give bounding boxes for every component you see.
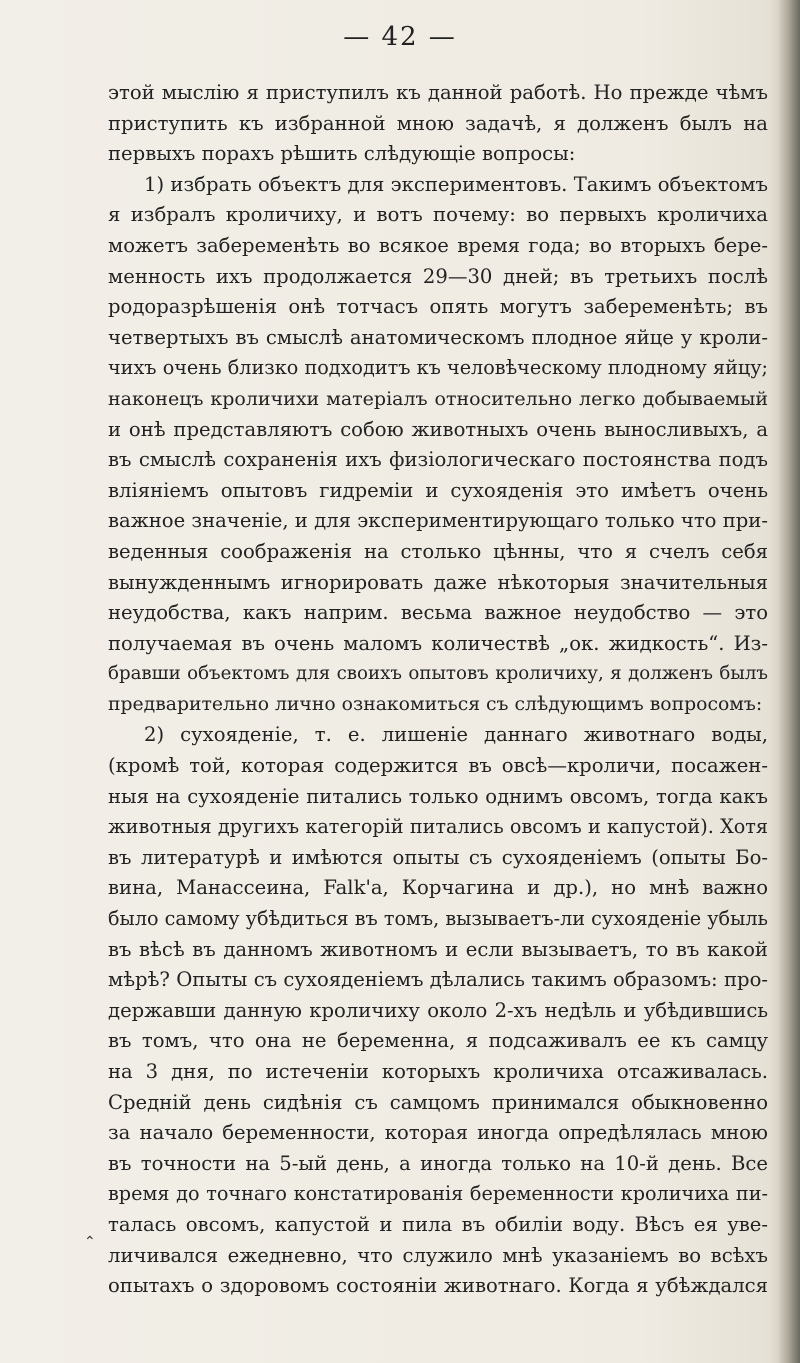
text-line: можетъ забеременѣть во всякое время года; во вторыхъ бере-	[108, 233, 768, 257]
text-line: въ точности на 5-ый день, а иногда только на 10-й день. Все	[108, 1151, 768, 1175]
text-line: вліяніемъ опытовъ гидреміи и сухояденія это имѣетъ очень	[108, 478, 768, 502]
text-line: наконецъ кроличихи матеріалъ относительно легко добываемый	[108, 387, 768, 410]
text-line: (кромѣ той, которая содержится въ овсѣ—кроличи, посажен-	[108, 754, 768, 778]
text-line: бравши объектомъ для своихъ опытовъ кроличиху, я долженъ былъ	[108, 663, 768, 685]
text-line: приступить къ избранной мною задачѣ, я долженъ былъ на	[108, 111, 768, 135]
text-line: ныя на сухояденіе питались только однимъ овсомъ, тогда какъ	[108, 784, 768, 808]
text-line: я избралъ кроличиху, и вотъ почему: во первыхъ кроличиха	[108, 203, 768, 227]
body-text	[108, 78, 768, 1302]
margin-mark: ⌃	[84, 1234, 96, 1250]
text-line: вина, Манассеина, Falk'а, Корчагина и др.), но мнѣ важно	[108, 876, 768, 900]
text-line: и онѣ представляютъ собою животныхъ очень выносливыхъ, а	[108, 417, 768, 441]
text-line: державши данную кроличиху около 2-хъ недѣль и убѣдившись	[108, 998, 768, 1022]
text-line: 2) сухояденіе, т. е. лишеніе даннаго животнаго воды,	[144, 723, 768, 747]
text-line: вынужденнымъ игнорировать даже нѣкоторыя значительныя	[108, 570, 768, 594]
text-line: родоразрѣшенія онѣ тотчасъ опять могутъ забеременѣть; въ	[108, 295, 768, 319]
text-line: чихъ очень близко подходитъ къ человѣческому плодному яйцу;	[108, 356, 768, 380]
text-line: на 3 дня, по истеченіи которыхъ кроличиха отсаживалась.	[108, 1060, 768, 1083]
text-line: Средній день сидѣнія съ самцомъ принимался обыкновенно	[108, 1090, 768, 1114]
text-line: талась овсомъ, капустой и пила въ обиліи воду. Вѣсъ ея уве-	[108, 1212, 768, 1236]
text-line: первыхъ порахъ рѣшить слѣдующіе вопросы:	[108, 142, 576, 166]
text-line: неудобства, какъ наприм. весьма важное неудобство — это	[108, 601, 768, 625]
text-line: за начало беременности, которая иногда опредѣлялась мною	[108, 1121, 768, 1145]
text-line: этой мыслію я приступилъ къ данной работѣ. Но прежде чѣмъ	[108, 81, 768, 104]
text-line: въ вѣсѣ въ данномъ животномъ и если вызываетъ, то въ какой	[108, 937, 768, 961]
text-line: мѣрѣ? Опыты съ сухояденіемъ дѣлались такимъ образомъ: про-	[108, 968, 768, 992]
text-line: получаемая въ очень маломъ количествѣ „ок. жидкость“. Из-	[108, 631, 768, 655]
text-line: личивался ежедневно, что служило мнѣ указаніемъ во всѣхъ	[108, 1243, 768, 1267]
page-edge-shadow	[778, 0, 800, 1363]
text-line: менность ихъ продолжается 29—30 дней; въ третьихъ послѣ	[108, 264, 768, 288]
text-line: четвертыхъ въ смыслѣ анатомическомъ плодное яйце у кроли-	[108, 325, 768, 349]
text-line: въ томъ, что она не беременна, я подсаживалъ ее къ самцу	[108, 1029, 768, 1053]
text-line: опытахъ о здоровомъ состояніи животнаго. Когда я убѣждался	[108, 1274, 768, 1298]
text-line: въ литературѣ и имѣются опыты съ сухояденіемъ (опыты Бо-	[108, 845, 768, 869]
text-line: въ смыслѣ сохраненія ихъ физіологическаго постоянства подъ	[108, 448, 768, 472]
text-line: предварительно лично ознакомиться съ слѣдующимъ вопросомъ:	[108, 693, 763, 715]
text-line: 1) избрать объектъ для экспериментовъ. Такимъ объектомъ	[144, 172, 768, 196]
text-line: было самому убѣдиться въ томъ, вызываетъ-ли сухояденіе убыль	[108, 907, 768, 931]
text-line: время до точнаго констатированія беременности кроличиха пи-	[108, 1182, 768, 1206]
text-line: животныя другихъ категорій питались овсомъ и капустой). Хотя	[108, 815, 768, 839]
page-number: — 42 —	[343, 22, 457, 52]
text-line: важное значеніе, и для экспериментирующаго только что при-	[108, 509, 768, 533]
text-line: веденныя соображенія на столько цѣнны, что я счелъ себя	[108, 539, 768, 563]
